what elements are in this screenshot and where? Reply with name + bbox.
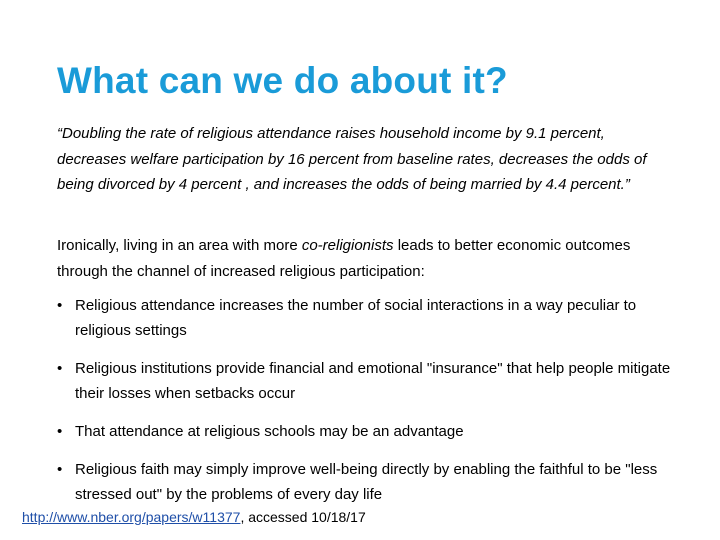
bullet-icon: • xyxy=(57,423,63,440)
bullet-list xyxy=(57,293,682,507)
intro-text-before: Ironically, living in an area with more xyxy=(57,237,302,254)
bullet-item xyxy=(57,356,682,406)
bullet-text: Religious attendance increases the number of social interactions in a way peculiar to religious settings xyxy=(75,297,637,339)
bullet-text: That attendance at religious schools may be an advantage xyxy=(75,423,464,440)
intro-paragraph xyxy=(57,233,677,284)
bullet-item xyxy=(57,293,682,343)
intro-text-after: leads to better economic outcomes through the channel of increased religious participation: xyxy=(57,237,631,280)
bullet-item xyxy=(57,457,682,507)
intro-emphasis: co-religionists xyxy=(301,237,394,254)
source-citation xyxy=(22,507,366,527)
bullet-item xyxy=(57,419,682,444)
bullet-text: Religious institutions provide financial and emotional "insurance" that help people mitigate their losses when setbacks occur xyxy=(75,360,671,402)
bullet-icon: • xyxy=(57,360,63,377)
bullet-icon: • xyxy=(57,461,63,478)
quote-text: “Doubling the rate of religious attendance raises household income by 9.1 percent, decreases welfare participation by 16 percent from baseline rates, decreases the odds of being divorced by 4 percent , and increases the odds of being married by 4.4 percent.” xyxy=(57,125,647,193)
bullet-icon: • xyxy=(57,297,63,314)
source-link[interactable]: http://www.nber.org/papers/w11377 xyxy=(22,509,241,525)
source-accessed-text: , accessed 10/18/17 xyxy=(240,509,366,525)
slide-title: What can we do about it? xyxy=(57,60,508,101)
bullet-text: Religious faith may simply improve well-being directly by enabling the faithful to be "less stressed out" by the problems of every day life xyxy=(75,461,658,503)
